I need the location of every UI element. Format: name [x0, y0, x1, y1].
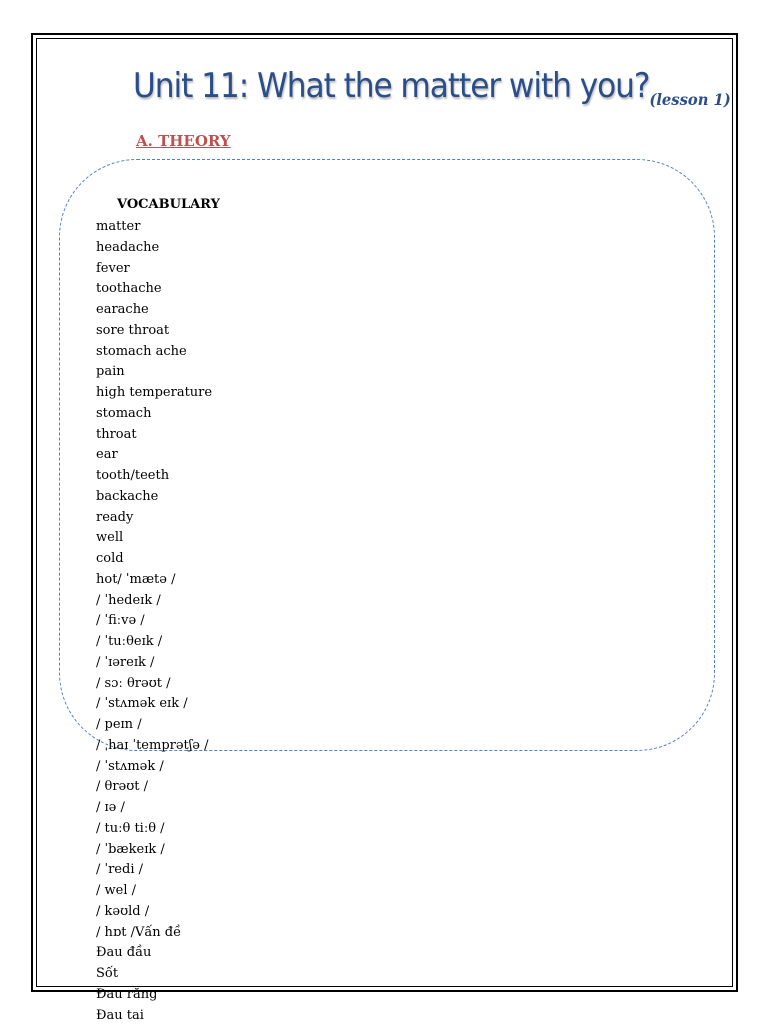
vocabulary-line: / sɔː θrəʊt /	[96, 675, 171, 691]
vocabulary-line: matter	[96, 219, 141, 234]
vocabulary-line: stomach	[96, 405, 152, 421]
vocabulary-line: / ˈhedeɪk /	[96, 592, 161, 608]
vocabulary-line: high temperature	[96, 385, 213, 400]
vocabulary-line: / ˈtuːθeɪk /	[96, 634, 163, 649]
vocabulary-line: Đau răng	[96, 986, 158, 1002]
vocabulary-line: Sốt	[96, 966, 119, 981]
vocabulary-line: Đau tai	[96, 1007, 144, 1023]
vocabulary-line: stomach ache	[96, 343, 187, 359]
vocabulary-line: pain	[96, 364, 125, 380]
vocabulary-line: / tuːθ tiːθ /	[96, 820, 165, 836]
vocabulary-line: earache	[96, 302, 149, 317]
vocabulary-line: ear	[96, 447, 118, 463]
vocabulary-line: / peɪn /	[96, 717, 142, 732]
vocabulary-line: cold	[96, 551, 124, 566]
vocabulary-line: / hɒt /Vấn đề	[96, 924, 182, 940]
vocabulary-line: headache	[96, 239, 160, 255]
vocabulary-line: / ˈɪəreɪk /	[96, 654, 155, 670]
vocabulary-line: / θrəʊt /	[96, 779, 149, 795]
vocabulary-line: backache	[96, 488, 159, 504]
section-heading: A. THEORY	[136, 132, 231, 150]
vocabulary-line: / ˈbækeɪk /	[96, 841, 165, 857]
document-title	[133, 66, 731, 109]
vocabulary-line: / ˈredi /	[96, 862, 143, 878]
vocabulary-line: throat	[96, 426, 137, 442]
vocabulary-line: / ˈstʌmək eɪk /	[96, 696, 188, 712]
vocabulary-line: / ˈfiːvə /	[96, 613, 145, 629]
vocabulary-line: tooth/teeth	[96, 468, 170, 483]
title-lesson-label: (lesson 1)	[649, 90, 731, 109]
vocabulary-line: / ɪə /	[96, 800, 125, 815]
vocabulary-line: toothache	[96, 281, 162, 297]
vocabulary-line: Đau đầu	[96, 945, 152, 961]
vocabulary-line: well	[96, 530, 124, 546]
vocabulary-line: ready	[96, 509, 134, 525]
vocabulary-list	[96, 217, 212, 1024]
vocabulary-line: / wel /	[96, 883, 137, 898]
vocabulary-line: / ˈstʌmək /	[96, 758, 164, 774]
vocabulary-heading: VOCABULARY	[117, 197, 220, 212]
vocabulary-line: / ˌhaɪ ˈtemprətʃə /	[96, 737, 209, 753]
vocabulary-line: fever	[96, 260, 130, 276]
vocabulary-line: sore throat	[96, 322, 170, 338]
vocabulary-line: hot/ ˈmætə /	[96, 571, 176, 587]
vocabulary-line: / kəʊld /	[96, 903, 150, 919]
title-text: Unit 11: What the matter with you?	[133, 66, 650, 106]
